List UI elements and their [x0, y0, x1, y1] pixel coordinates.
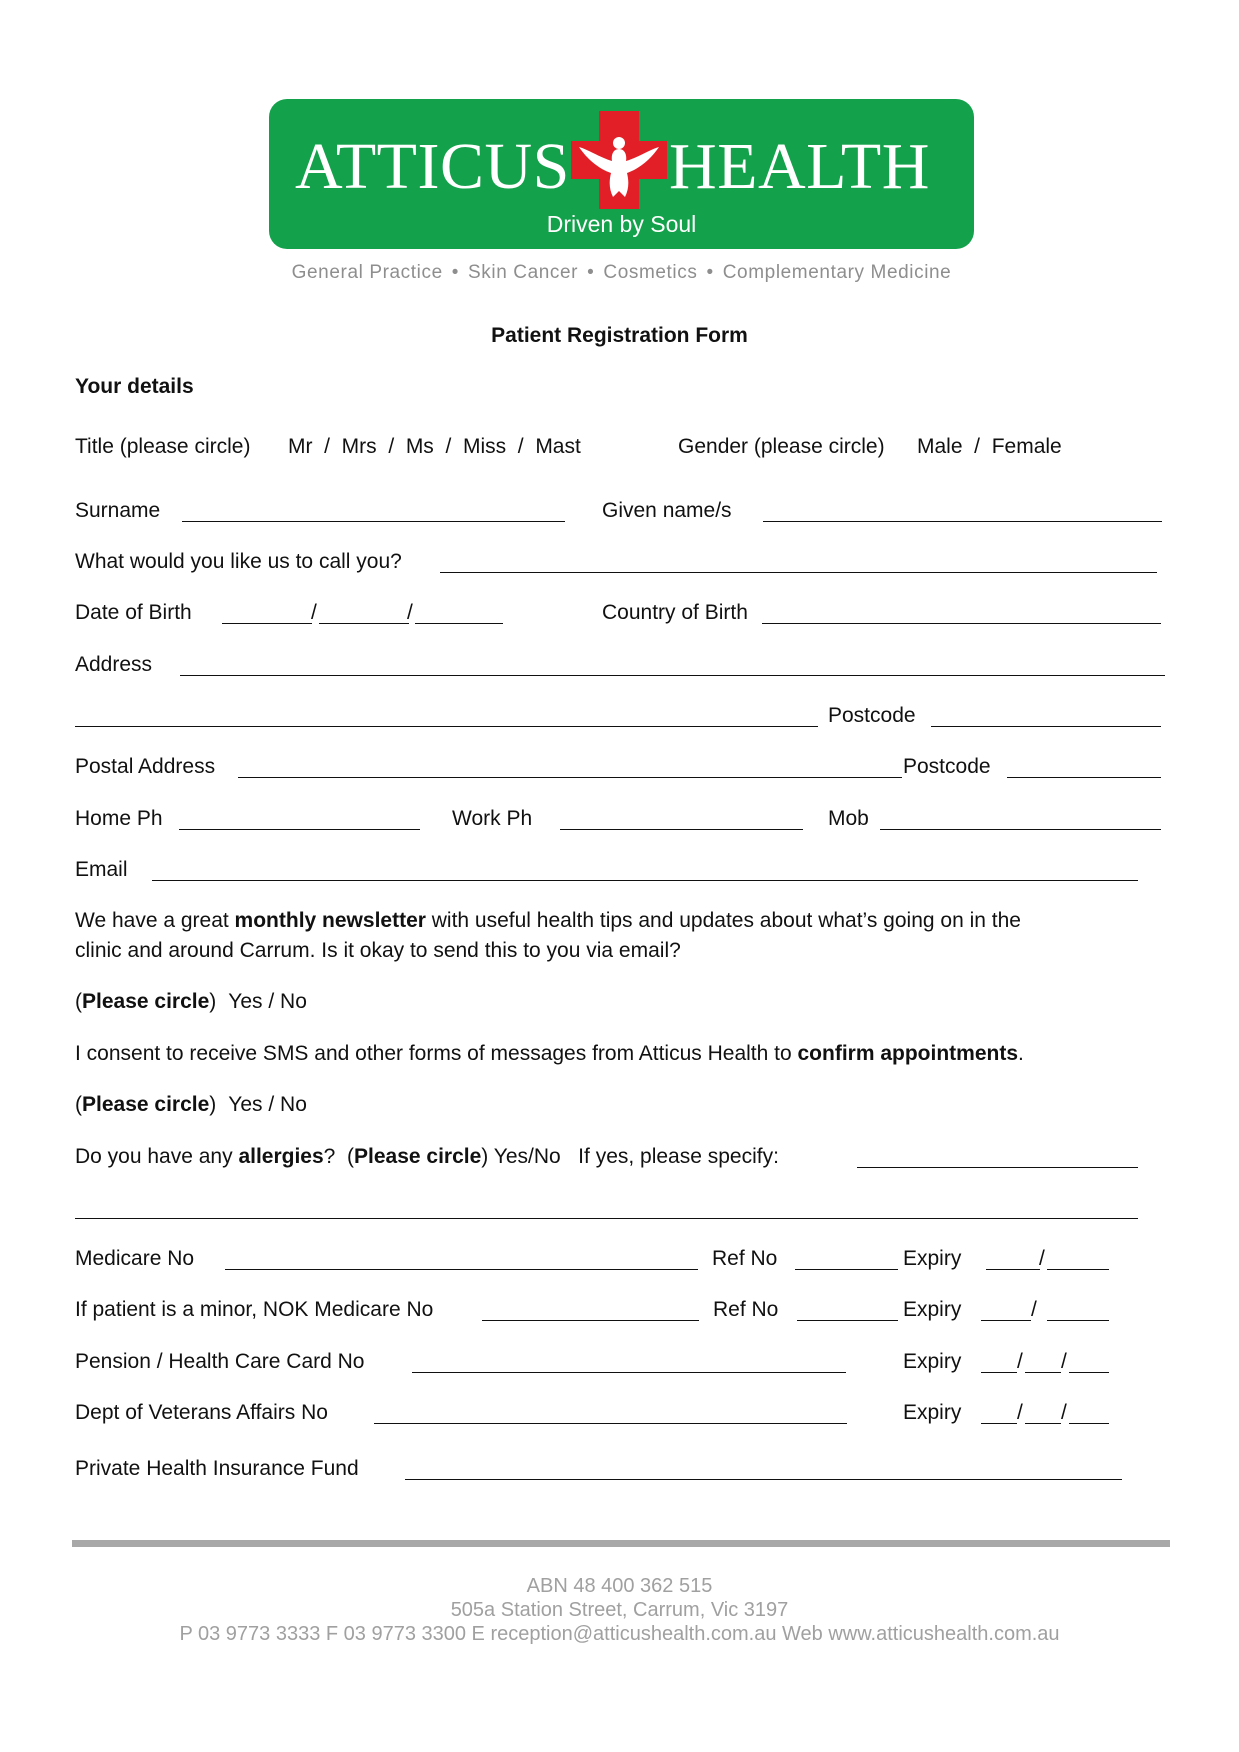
- pension-label: Pension / Health Care Card No: [75, 1350, 365, 1373]
- expiry-separator: /: [1017, 1401, 1023, 1424]
- newsletter-circle: (Please circle) Yes / No: [75, 990, 307, 1013]
- services-line: [269, 262, 974, 284]
- postcode-label: Postcode: [828, 704, 916, 727]
- work-ph-label: Work Ph: [452, 807, 533, 830]
- dob-day-field[interactable]: [222, 623, 312, 624]
- medicare-ref-label: Ref No: [712, 1247, 778, 1270]
- newsletter-text: We have a great monthly newsletter with useful health tips and updates about what’s going on in the: [75, 909, 1021, 932]
- footer-divider: [72, 1540, 1170, 1547]
- logo-tagline: Driven by Soul: [546, 211, 697, 237]
- expiry-separator: /: [1031, 1298, 1037, 1321]
- phi-label: Private Health Insurance Fund: [75, 1457, 359, 1480]
- nok-medicare-field[interactable]: [482, 1320, 699, 1321]
- postal-address-label: Postal Address: [75, 755, 216, 778]
- dob-separator: /: [311, 601, 317, 624]
- title-options[interactable]: Mr / Mrs / Ms / Miss / Mast: [288, 435, 581, 458]
- pension-expiry-day[interactable]: [981, 1372, 1017, 1373]
- consent-text: I consent to receive SMS and other forms of messages from Atticus Health to confirm appointments.: [75, 1042, 1024, 1065]
- service-complementary-medicine: Complementary Medicine: [722, 262, 952, 283]
- service-cosmetics: Cosmetics: [603, 262, 698, 283]
- expiry-separator: /: [1039, 1247, 1045, 1270]
- medicare-field[interactable]: [225, 1269, 698, 1270]
- expiry-separator: /: [1061, 1401, 1067, 1424]
- phi-field[interactable]: [405, 1479, 1122, 1480]
- bullet-icon: •: [587, 262, 595, 283]
- nok-expiry-month[interactable]: [981, 1320, 1031, 1321]
- home-ph-field[interactable]: [179, 829, 420, 830]
- dob-label: Date of Birth: [75, 601, 192, 624]
- postal-postcode-field[interactable]: [1007, 777, 1161, 778]
- allergies-line2-field[interactable]: [75, 1218, 1138, 1219]
- medicare-ref-field[interactable]: [795, 1269, 898, 1270]
- address-field[interactable]: [180, 675, 1165, 676]
- medicare-expiry-month[interactable]: [986, 1269, 1040, 1270]
- brand-logo: [269, 99, 974, 249]
- email-label: Email: [75, 858, 128, 881]
- gender-options[interactable]: Male / Female: [917, 435, 1062, 458]
- pension-expiry-month[interactable]: [1025, 1372, 1061, 1373]
- given-names-field[interactable]: [763, 521, 1162, 522]
- country-of-birth-field[interactable]: [762, 623, 1161, 624]
- postal-postcode-label: Postcode: [903, 755, 991, 778]
- address-label: Address: [75, 653, 153, 676]
- allergies-text: Do you have any allergies? (Please circle) Yes/No If yes, please specify:: [75, 1145, 779, 1168]
- medicare-expiry-label: Expiry: [903, 1247, 962, 1270]
- surname-field[interactable]: [182, 521, 565, 522]
- footer-address: 505a Station Street, Carrum, Vic 3197: [450, 1599, 789, 1621]
- nok-ref-field[interactable]: [797, 1320, 898, 1321]
- logo-word-left: ATTICUS: [295, 130, 570, 203]
- postal-address-field[interactable]: [238, 777, 902, 778]
- bullet-icon: •: [706, 262, 714, 283]
- allergies-specify-field[interactable]: [857, 1167, 1138, 1168]
- medicare-label: Medicare No: [75, 1247, 195, 1270]
- dva-field[interactable]: [374, 1423, 847, 1424]
- dva-label: Dept of Veterans Affairs No: [75, 1401, 328, 1424]
- consent-yes-no[interactable]: Yes / No: [228, 1093, 307, 1116]
- service-skin-cancer: Skin Cancer: [468, 262, 579, 283]
- pension-expiry-label: Expiry: [903, 1350, 962, 1373]
- footer-contact: P 03 9773 3333 F 03 9773 3300 E reception@atticushealth.com.au Web www.atticushealth.com.au: [179, 1623, 1060, 1645]
- medicare-expiry-year[interactable]: [1047, 1269, 1109, 1270]
- newsletter-text-line2: clinic and around Carrum. Is it okay to send this to you via email?: [75, 939, 681, 962]
- dva-expiry-day[interactable]: [981, 1423, 1017, 1424]
- dva-expiry-month[interactable]: [1025, 1423, 1061, 1424]
- consent-circle: (Please circle) Yes / No: [75, 1093, 307, 1116]
- address-line2-field[interactable]: [75, 726, 818, 727]
- dob-separator: /: [407, 601, 413, 624]
- service-general-practice: General Practice: [291, 262, 443, 283]
- given-names-label: Given name/s: [602, 499, 732, 522]
- surname-label: Surname: [75, 499, 161, 522]
- expiry-separator: /: [1061, 1350, 1067, 1373]
- title-label: Title (please circle): [75, 435, 251, 458]
- section-heading: Your details: [75, 375, 194, 398]
- newsletter-yes-no[interactable]: Yes / No: [228, 990, 307, 1013]
- dob-year-field[interactable]: [415, 623, 503, 624]
- call-you-label: What would you like us to call you?: [75, 550, 402, 573]
- pension-expiry-year[interactable]: [1069, 1372, 1109, 1373]
- mob-field[interactable]: [880, 829, 1161, 830]
- dob-month-field[interactable]: [319, 623, 409, 624]
- nok-expiry-year[interactable]: [1047, 1320, 1109, 1321]
- mob-label: Mob: [828, 807, 869, 830]
- dva-expiry-year[interactable]: [1069, 1423, 1109, 1424]
- expiry-separator: /: [1017, 1350, 1023, 1373]
- home-ph-label: Home Ph: [75, 807, 163, 830]
- pension-field[interactable]: [412, 1372, 846, 1373]
- email-field[interactable]: [152, 880, 1138, 881]
- gender-label: Gender (please circle): [678, 435, 885, 458]
- postcode-field[interactable]: [931, 726, 1161, 727]
- logo-word-right: HEALTH: [669, 130, 930, 203]
- dva-expiry-label: Expiry: [903, 1401, 962, 1424]
- nok-medicare-label: If patient is a minor, NOK Medicare No: [75, 1298, 434, 1321]
- form-title: Patient Registration Form: [491, 324, 748, 347]
- dove-icon: [569, 119, 669, 215]
- nok-ref-label: Ref No: [713, 1298, 779, 1321]
- bullet-icon: •: [451, 262, 460, 283]
- nok-expiry-label: Expiry: [903, 1298, 962, 1321]
- country-of-birth-label: Country of Birth: [602, 601, 748, 624]
- footer-abn: ABN 48 400 362 515: [526, 1575, 713, 1597]
- call-you-field[interactable]: [440, 572, 1157, 573]
- work-ph-field[interactable]: [560, 829, 803, 830]
